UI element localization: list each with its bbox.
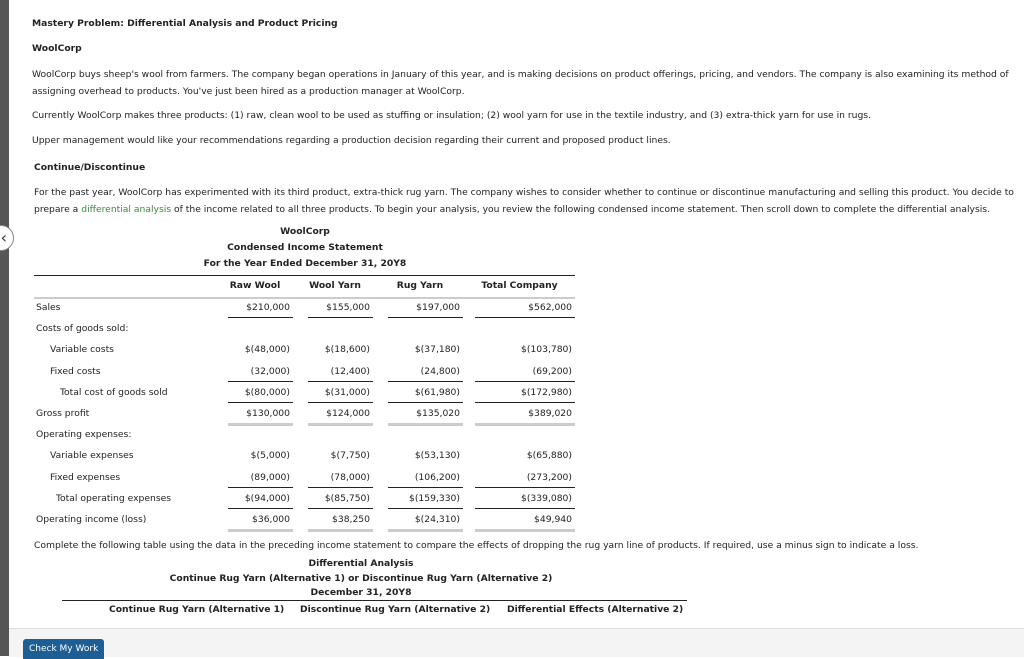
cell-value: $(85,750) bbox=[324, 492, 370, 504]
cell-value: $(80,000) bbox=[244, 386, 290, 398]
cell-value: $(48,000) bbox=[244, 344, 290, 356]
cell-value: (273,200) bbox=[526, 471, 572, 483]
differential-analysis-link[interactable]: differential analysis bbox=[81, 204, 172, 215]
footer-bar bbox=[9, 628, 1024, 657]
cell-value: $(24,310) bbox=[414, 514, 460, 525]
cell-value: $(18,600) bbox=[324, 344, 370, 356]
column-header: Wool Yarn bbox=[309, 280, 361, 291]
row-label: Total cost of goods sold bbox=[60, 386, 168, 398]
cell-value: $38,250 bbox=[332, 514, 370, 525]
cell-value: $(94,000) bbox=[244, 492, 290, 504]
section-heading: Continue/Discontinue bbox=[34, 162, 146, 173]
cell-value: (89,000) bbox=[250, 471, 290, 483]
cell-value: $562,000 bbox=[528, 302, 572, 313]
cell-value: $197,000 bbox=[416, 302, 460, 313]
cell-value: (32,000) bbox=[250, 365, 290, 377]
cell-value: $(103,780) bbox=[520, 344, 572, 356]
cell-value: $(31,000) bbox=[324, 386, 370, 398]
intro-paragraph: WoolCorp buys sheep's wool from farmers. The company began operations in January of this year, and is making decisions on product offerings, pricing, and vendors. The company is also examining its method of assigning overhead to products. You've just been hired as a production manager at WoolCorp. bbox=[32, 69, 1009, 97]
cell-value: $135,020 bbox=[416, 408, 460, 419]
row-label: Costs of goods sold: bbox=[36, 323, 129, 335]
back-chevron-icon[interactable]: ‹ bbox=[0, 225, 14, 251]
cell-value: $36,000 bbox=[252, 514, 290, 525]
row-label: Total operating expenses bbox=[56, 492, 172, 504]
cell-value: $(159,330) bbox=[408, 492, 460, 504]
cell-value: $(172,980) bbox=[520, 386, 572, 398]
cell-value: (69,200) bbox=[532, 365, 572, 377]
cell-value: (12,400) bbox=[330, 365, 370, 377]
paragraph-text: of the income related to all three products. To begin your analysis, you review the following condensed income statement. Then scroll down to complete the differential analysis. bbox=[171, 204, 991, 215]
cell-value: $(37,180) bbox=[414, 344, 460, 356]
row-label: Fixed costs bbox=[50, 365, 101, 377]
row-label: Operating expenses: bbox=[36, 429, 132, 441]
management-paragraph: Upper management would like your recommendations regarding a production decision regarding their current and proposed product lines. bbox=[32, 135, 671, 146]
cell-value: $(5,000) bbox=[250, 450, 290, 462]
row-label: Gross profit bbox=[36, 408, 90, 419]
diff-date: December 31, 20Y8 bbox=[310, 587, 412, 598]
cell-value: $(65,880) bbox=[526, 450, 572, 462]
column-header: Raw Wool bbox=[229, 280, 281, 291]
cell-value: $(53,130) bbox=[414, 450, 460, 462]
statement-period: For the Year Ended December 31, 20Y8 bbox=[203, 258, 407, 269]
cell-value: $130,000 bbox=[246, 408, 290, 419]
cell-value: (24,800) bbox=[420, 365, 460, 377]
diff-subtitle: Continue Rug Yarn (Alternative 1) or Discontinue Rug Yarn (Alternative 2) bbox=[169, 573, 553, 584]
diff-col-alt1: Continue Rug Yarn (Alternative 1) bbox=[109, 604, 285, 615]
cell-value: $(7,750) bbox=[330, 450, 370, 462]
products-paragraph: Currently WoolCorp makes three products: (1) raw, clean wool to be used as stuffing or insulation; (2) wool yarn for use in the textile industry, and (3) extra-thick yarn for use in rugs. bbox=[32, 110, 872, 121]
cell-value: $124,000 bbox=[326, 408, 370, 419]
cell-value: $389,020 bbox=[528, 408, 572, 419]
cell-value: $(61,980) bbox=[414, 386, 460, 398]
row-label: Fixed expenses bbox=[50, 471, 121, 483]
row-label: Variable expenses bbox=[50, 450, 134, 462]
column-header: Total Company bbox=[481, 280, 558, 291]
statement-title: Condensed Income Statement bbox=[227, 242, 383, 253]
company-heading: WoolCorp bbox=[32, 43, 82, 54]
cell-value: $155,000 bbox=[326, 302, 370, 313]
analysis-paragraph bbox=[34, 184, 1019, 218]
page-title: Mastery Problem: Differential Analysis and Product Pricing bbox=[32, 18, 338, 29]
row-label: Sales bbox=[36, 302, 61, 313]
cell-value: (78,000) bbox=[330, 471, 370, 483]
instruction-text: Complete the following table using the data in the preceding income statement to compare the effects of dropping the rug yarn line of products. If required, use a minus sign to indicate a loss. bbox=[34, 540, 919, 551]
row-label: Operating income (loss) bbox=[36, 514, 147, 525]
cell-value: $210,000 bbox=[246, 302, 290, 313]
row-label: Variable costs bbox=[50, 344, 114, 356]
diff-title: Differential Analysis bbox=[308, 558, 414, 569]
column-header: Rug Yarn bbox=[396, 280, 444, 291]
diff-col-alt2: Discontinue Rug Yarn (Alternative 2) bbox=[300, 604, 491, 615]
statement-company: WoolCorp bbox=[280, 226, 330, 237]
paragraph-text: For the past year, WoolCorp has experimented with its third product, extra-thick rug yarn. The company wishes to consider whether to continue or discontinue manufacturing and selling this product. You decide to prepare a bbox=[34, 187, 1014, 215]
diff-col-differential: Differential Effects (Alternative 2) bbox=[507, 604, 684, 615]
cell-value: $49,940 bbox=[534, 514, 572, 525]
cell-value: (106,200) bbox=[414, 471, 460, 483]
cell-value: $(339,080) bbox=[520, 492, 572, 504]
check-my-work-button[interactable]: Check My Work bbox=[23, 639, 104, 659]
